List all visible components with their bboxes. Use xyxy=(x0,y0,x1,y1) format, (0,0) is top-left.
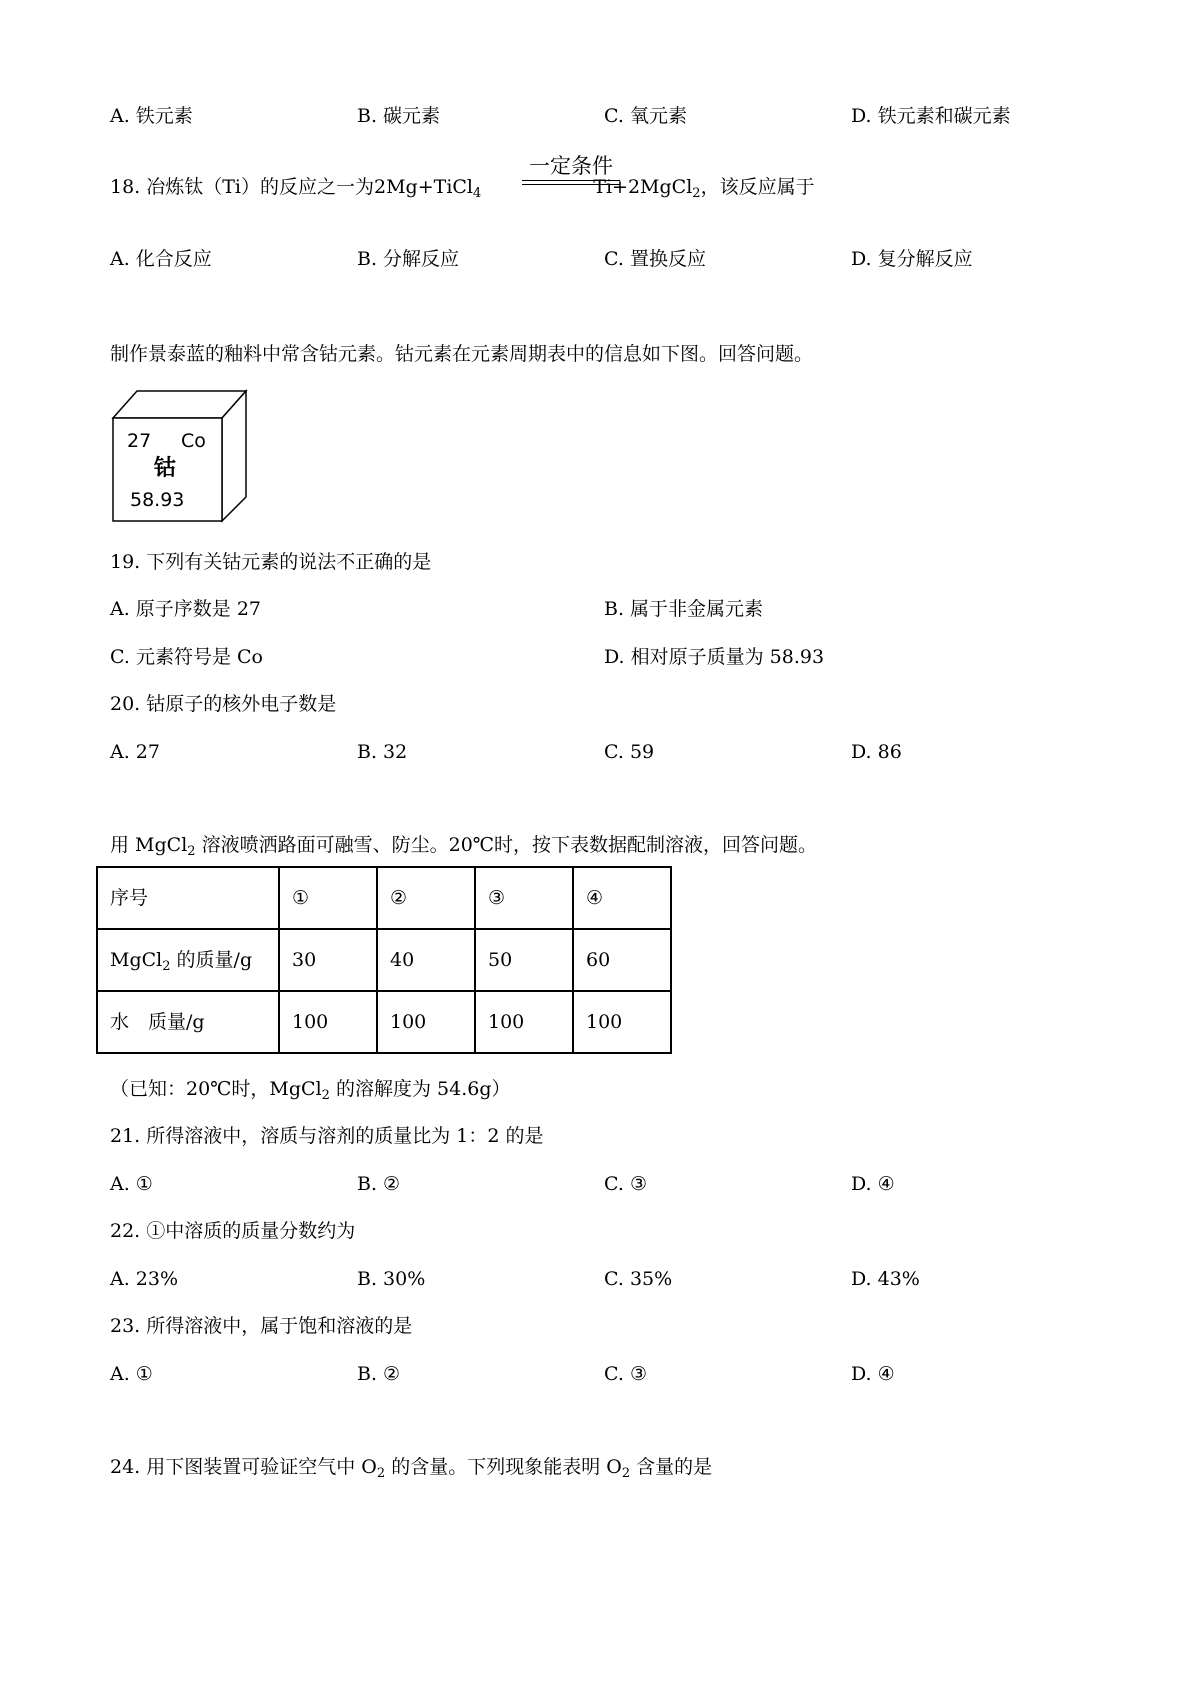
table-row-label xyxy=(97,929,279,991)
q23-stem: 23. 所得溶液中，属于饱和溶液的是 xyxy=(110,1315,413,1337)
q20-stem: 20. 钴原子的核外电子数是 xyxy=(110,693,337,715)
table-header-cell: ① xyxy=(279,867,377,929)
table-header-cell: ④ xyxy=(573,867,671,929)
q18-product-subscript: 2 xyxy=(692,186,701,201)
q20-option-c[interactable]: C. 59 xyxy=(604,741,655,763)
q22-option-b[interactable]: B. 30% xyxy=(357,1268,426,1290)
q24-subscript-1: 2 xyxy=(376,1466,386,1481)
q21-option-d[interactable]: D. ④ xyxy=(851,1173,895,1195)
q23-option-d[interactable]: D. ④ xyxy=(851,1363,895,1385)
q17-option-d[interactable]: D. 铁元素和碳元素 xyxy=(851,105,1011,127)
q19-option-d[interactable]: D. 相对原子质量为 58.93 xyxy=(604,646,825,668)
table-cell: 100 xyxy=(475,991,573,1053)
q23-option-a[interactable]: A. ① xyxy=(110,1363,153,1385)
q17-option-c[interactable]: C. 氧元素 xyxy=(604,105,687,127)
table-row-label: 水 质量/g xyxy=(97,991,279,1053)
table-cell: 100 xyxy=(573,991,671,1053)
solution-data-table xyxy=(96,866,672,1054)
q18-option-c[interactable]: C. 置换反应 xyxy=(604,248,706,270)
q19-option-a[interactable]: A. 原子序数是 27 xyxy=(110,598,262,620)
note-post: 的溶解度为 54.6g） xyxy=(329,1078,511,1100)
row-label-pre: MgCl xyxy=(110,948,163,971)
q21-stem: 21. 所得溶液中，溶质与溶剂的质量比为 1：2 的是 xyxy=(110,1125,544,1147)
q19-stem: 19. 下列有关钴元素的说法不正确的是 xyxy=(110,551,432,573)
q18-option-b[interactable]: B. 分解反应 xyxy=(357,248,460,270)
q18-products: Ti+2MgCl xyxy=(593,176,693,198)
q19-option-b[interactable]: B. 属于非金属元素 xyxy=(604,598,764,620)
element-mass: 58.93 xyxy=(130,489,185,511)
q20-option-b[interactable]: B. 32 xyxy=(357,741,408,763)
q22-option-a[interactable]: A. 23% xyxy=(110,1268,179,1290)
q23-option-b[interactable]: B. ② xyxy=(357,1363,401,1385)
equation-bar-top xyxy=(522,180,620,181)
table-row-mgcl2-mass xyxy=(97,929,671,991)
mgcl2-intro-subscript: 2 xyxy=(187,844,196,859)
table-header-cell: ② xyxy=(377,867,475,929)
reaction-condition: 一定条件 xyxy=(529,154,613,178)
table-cell: 40 xyxy=(377,929,475,991)
q22-option-c[interactable]: C. 35% xyxy=(604,1268,673,1290)
q24-mid: 的含量。下列现象能表明 O xyxy=(385,1456,622,1478)
q21-option-b[interactable]: B. ② xyxy=(357,1173,401,1195)
q21-option-c[interactable]: C. ③ xyxy=(604,1173,647,1195)
q24-stem xyxy=(110,1455,712,1480)
mgcl2-intro-post: 溶液喷洒路面可融雪、防尘。20℃时，按下表数据配制溶液，回答问题。 xyxy=(195,834,818,856)
table-cell: 30 xyxy=(279,929,377,991)
q18-suffix: ，该反应属于 xyxy=(700,176,815,198)
element-card-cube xyxy=(110,388,250,526)
table-cell: 60 xyxy=(573,929,671,991)
q18-prefix: 18. 冶炼钛（Ti）的反应之一为 xyxy=(110,176,375,198)
row-label-post: 的质量/g xyxy=(170,948,253,971)
table-cell: 100 xyxy=(377,991,475,1053)
q20-option-a[interactable]: A. 27 xyxy=(110,741,160,763)
mgcl2-intro xyxy=(110,833,817,858)
q18-option-d[interactable]: D. 复分解反应 xyxy=(851,248,973,270)
q19-option-c[interactable]: C. 元素符号是 Co xyxy=(110,646,263,668)
solubility-note xyxy=(110,1077,511,1102)
cobalt-intro: 制作景泰蓝的釉料中常含钴元素。钴元素在元素周期表中的信息如下图。回答问题。 xyxy=(110,343,814,365)
q24-pre: 24. 用下图装置可验证空气中 O xyxy=(110,1456,377,1478)
q23-option-c[interactable]: C. ③ xyxy=(604,1363,647,1385)
mgcl2-intro-pre: 用 MgCl xyxy=(110,834,188,856)
q20-option-d[interactable]: D. 86 xyxy=(851,741,902,763)
table-cell: 100 xyxy=(279,991,377,1053)
table-header-row xyxy=(97,867,671,929)
q18-option-a[interactable]: A. 化合反应 xyxy=(110,248,212,270)
table-header-cell: ③ xyxy=(475,867,573,929)
q22-option-d[interactable]: D. 43% xyxy=(851,1268,920,1290)
note-pre: （已知：20℃时，MgCl xyxy=(110,1078,322,1100)
q18-reactants: 2Mg+TiCl xyxy=(374,176,474,198)
note-subscript: 2 xyxy=(321,1088,330,1103)
q18-reactant-subscript: 4 xyxy=(473,186,482,201)
element-symbol: Co xyxy=(181,430,206,452)
q24-subscript-2: 2 xyxy=(621,1466,631,1481)
q22-stem: 22. ①中溶质的质量分数约为 xyxy=(110,1220,356,1242)
q17-option-b[interactable]: B. 碳元素 xyxy=(357,105,441,127)
q18-stem xyxy=(110,175,815,200)
q21-option-a[interactable]: A. ① xyxy=(110,1173,153,1195)
table-row-water-mass xyxy=(97,991,671,1053)
equation-bar-bottom xyxy=(522,184,620,185)
q17-option-a[interactable]: A. 铁元素 xyxy=(110,105,193,127)
element-name: 钴 xyxy=(154,456,177,481)
q24-post: 含量的是 xyxy=(630,1456,713,1478)
table-header-label: 序号 xyxy=(97,867,279,929)
table-cell: 50 xyxy=(475,929,573,991)
element-number: 27 xyxy=(127,430,152,452)
row-label-subscript: 2 xyxy=(162,958,171,974)
